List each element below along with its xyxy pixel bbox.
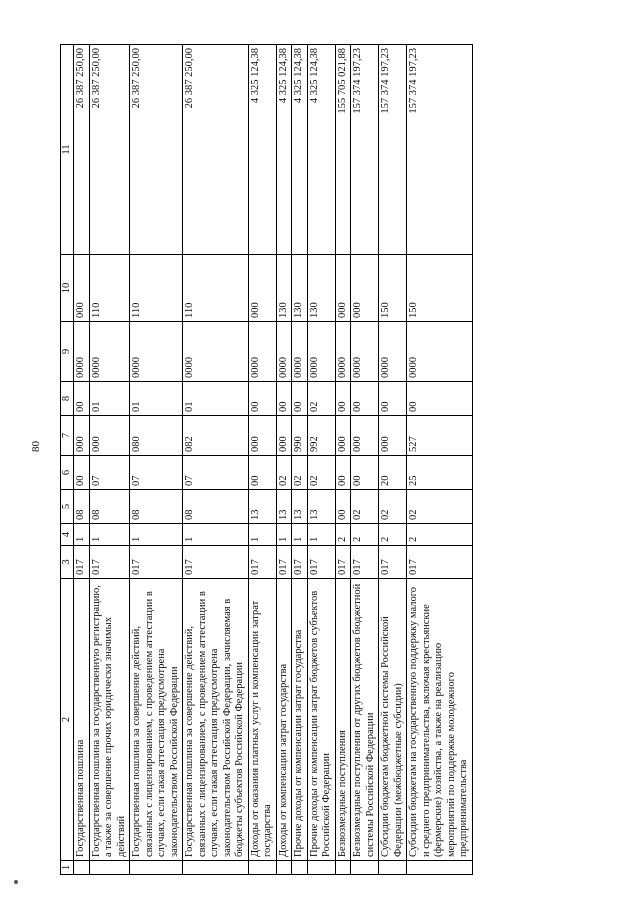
admin-code-cell: 017 [276,546,292,579]
revenue-name-cell: Прочие доходы от компенсации затрат государства [292,579,308,861]
element-cell: 02 [307,382,335,416]
subgroup-cell: 13 [276,490,292,524]
program-cell: 0000 [379,322,407,382]
revenue-name-cell: Государственная пошлина за совершение действий, связанных с лицензированием, с проведением аттестации в случаях, если такая аттестация предусмотрена законодательством Российской Федерации [130,579,183,861]
subgroup-cell: 02 [407,490,473,524]
article-cell: 07 [89,456,130,490]
subgroup-cell: 00 [335,490,351,524]
amount-cell: 157 374 197,23 [379,45,407,255]
table-row [407,45,473,875]
group-cell: 2 [379,524,407,546]
column-header: 2 [61,579,74,861]
economic-class-cell: 130 [276,255,292,322]
row-marker-cell [351,861,379,875]
amount-cell: 26 387 250,00 [130,45,183,255]
subarticle-cell: 000 [351,416,379,456]
program-cell: 0000 [307,322,335,382]
amount-cell: 157 374 197,23 [407,45,473,255]
subgroup-cell: 13 [292,490,308,524]
column-header: 8 [61,382,74,416]
column-header: 1 [61,861,74,875]
revenue-name-cell: Доходы от компенсации затрат государства [276,579,292,861]
revenue-name-cell: Прочие доходы от компенсации затрат бюджетов субъектов Российской Федерации [307,579,335,861]
article-cell: 07 [130,456,183,490]
row-marker-cell [183,861,249,875]
subgroup-cell: 13 [307,490,335,524]
economic-class-cell: 000 [248,255,276,322]
program-cell: 0000 [130,322,183,382]
table-row [335,45,351,875]
article-cell: 20 [379,456,407,490]
subarticle-cell: 000 [74,416,90,456]
subarticle-cell: 527 [407,416,473,456]
program-cell: 0000 [89,322,130,382]
article-cell: 25 [407,456,473,490]
column-header: 3 [61,546,74,579]
header-row [61,45,74,875]
article-cell: 02 [292,456,308,490]
program-cell: 0000 [248,322,276,382]
row-marker-cell [130,861,183,875]
subgroup-cell: 08 [74,490,90,524]
economic-class-cell: 110 [183,255,249,322]
revenue-name-cell: Безвозмездные поступления [335,579,351,861]
program-cell: 0000 [183,322,249,382]
article-cell: 00 [335,456,351,490]
row-marker-cell [407,861,473,875]
group-cell: 1 [276,524,292,546]
amount-cell: 26 387 250,00 [74,45,90,255]
subgroup-cell: 02 [379,490,407,524]
revenue-name-cell: Государственная пошлина за государственную регистрацию, а также за совершение прочих юридически значимых действий [89,579,130,861]
row-marker-cell [335,861,351,875]
table-row [74,45,90,875]
economic-class-cell: 150 [379,255,407,322]
element-cell: 00 [292,382,308,416]
row-marker-cell [276,861,292,875]
amount-cell: 4 325 124,38 [307,45,335,255]
group-cell: 1 [307,524,335,546]
rotated-table-wrapper [60,45,473,875]
economic-class-cell: 000 [74,255,90,322]
element-cell: 00 [351,382,379,416]
economic-class-cell: 150 [407,255,473,322]
row-marker-cell [307,861,335,875]
revenue-table [60,44,473,875]
table-row [248,45,276,875]
element-cell: 00 [335,382,351,416]
group-cell: 1 [130,524,183,546]
subarticle-cell: 080 [130,416,183,456]
subarticle-cell: 000 [276,416,292,456]
subarticle-cell: 000 [379,416,407,456]
group-cell: 1 [183,524,249,546]
column-header: 10 [61,255,74,322]
article-cell: 00 [248,456,276,490]
program-cell: 0000 [335,322,351,382]
column-header: 6 [61,456,74,490]
admin-code-cell: 017 [335,546,351,579]
article-cell: 02 [307,456,335,490]
element-cell: 00 [379,382,407,416]
row-marker-cell [89,861,130,875]
article-cell: 02 [276,456,292,490]
economic-class-cell: 000 [351,255,379,322]
article-cell: 00 [351,456,379,490]
group-cell: 1 [89,524,130,546]
row-marker-cell [292,861,308,875]
element-cell: 00 [248,382,276,416]
article-cell: 00 [74,456,90,490]
element-cell: 00 [407,382,473,416]
revenue-name-cell: Субсидии бюджетам на государственную поддержку малого и среднего предпринимательства, включая крестьянские (фермерские) хозяйства, а также на реализацию мероприятий по поддержке молодежного предпринимательства [407,579,473,861]
subarticle-cell: 000 [89,416,130,456]
table-row [183,45,249,875]
element-cell: 00 [276,382,292,416]
subgroup-cell: 08 [89,490,130,524]
program-cell: 0000 [74,322,90,382]
admin-code-cell: 017 [130,546,183,579]
group-cell: 2 [407,524,473,546]
subgroup-cell: 08 [183,490,249,524]
economic-class-cell: 110 [89,255,130,322]
element-cell: 01 [130,382,183,416]
admin-code-cell: 017 [74,546,90,579]
subarticle-cell: 990 [292,416,308,456]
subarticle-cell: 000 [335,416,351,456]
admin-code-cell: 017 [379,546,407,579]
subgroup-cell: 08 [130,490,183,524]
table-row [130,45,183,875]
subarticle-cell: 992 [307,416,335,456]
row-marker-cell [74,861,90,875]
group-cell: 1 [292,524,308,546]
subgroup-cell: 13 [248,490,276,524]
revenue-name-cell: Доходы от оказания платных услуг и компенсации затрат государства [248,579,276,861]
economic-class-cell: 130 [292,255,308,322]
program-cell: 0000 [351,322,379,382]
table-row [276,45,292,875]
admin-code-cell: 017 [183,546,249,579]
column-header: 11 [61,45,74,255]
amount-cell: 4 325 124,38 [292,45,308,255]
admin-code-cell: 017 [407,546,473,579]
table-row [89,45,130,875]
amount-cell: 26 387 250,00 [183,45,249,255]
admin-code-cell: 017 [89,546,130,579]
amount-cell: 157 374 197,23 [351,45,379,255]
scan-dot [14,880,18,884]
subgroup-cell: 02 [351,490,379,524]
program-cell: 0000 [292,322,308,382]
amount-cell: 155 705 021,88 [335,45,351,255]
element-cell: 01 [89,382,130,416]
admin-code-cell: 017 [351,546,379,579]
table-row [379,45,407,875]
amount-cell: 4 325 124,38 [276,45,292,255]
group-cell: 2 [335,524,351,546]
article-cell: 07 [183,456,249,490]
group-cell: 1 [248,524,276,546]
economic-class-cell: 130 [307,255,335,322]
row-marker-cell [379,861,407,875]
revenue-name-cell: Государственная пошлина [74,579,90,861]
column-header: 4 [61,524,74,546]
table-row [307,45,335,875]
column-header: 7 [61,416,74,456]
row-marker-cell [248,861,276,875]
admin-code-cell: 017 [307,546,335,579]
page-number: 80 [30,441,42,452]
column-header: 9 [61,322,74,382]
element-cell: 01 [183,382,249,416]
program-cell: 0000 [276,322,292,382]
subarticle-cell: 082 [183,416,249,456]
revenue-name-cell: Государственная пошлина за совершение действий, связанных с лицензированием, с проведением аттестации в случаях, если такая аттестация предусмотрена законодательством Российской Федерации, зачисляемая в бюджеты субъектов Российской Федерации [183,579,249,861]
group-cell: 2 [351,524,379,546]
economic-class-cell: 000 [335,255,351,322]
amount-cell: 26 387 250,00 [89,45,130,255]
admin-code-cell: 017 [248,546,276,579]
column-header: 5 [61,490,74,524]
program-cell: 0000 [407,322,473,382]
subarticle-cell: 000 [248,416,276,456]
admin-code-cell: 017 [292,546,308,579]
revenue-name-cell: Субсидии бюджетам бюджетной системы Российской Федерации (межбюджетные субсидии) [379,579,407,861]
element-cell: 00 [74,382,90,416]
group-cell: 1 [74,524,90,546]
table-row [351,45,379,875]
economic-class-cell: 110 [130,255,183,322]
table-row [292,45,308,875]
amount-cell: 4 325 124,38 [248,45,276,255]
revenue-name-cell: Безвозмездные поступления от других бюджетов бюджетной системы Российской Федерации [351,579,379,861]
